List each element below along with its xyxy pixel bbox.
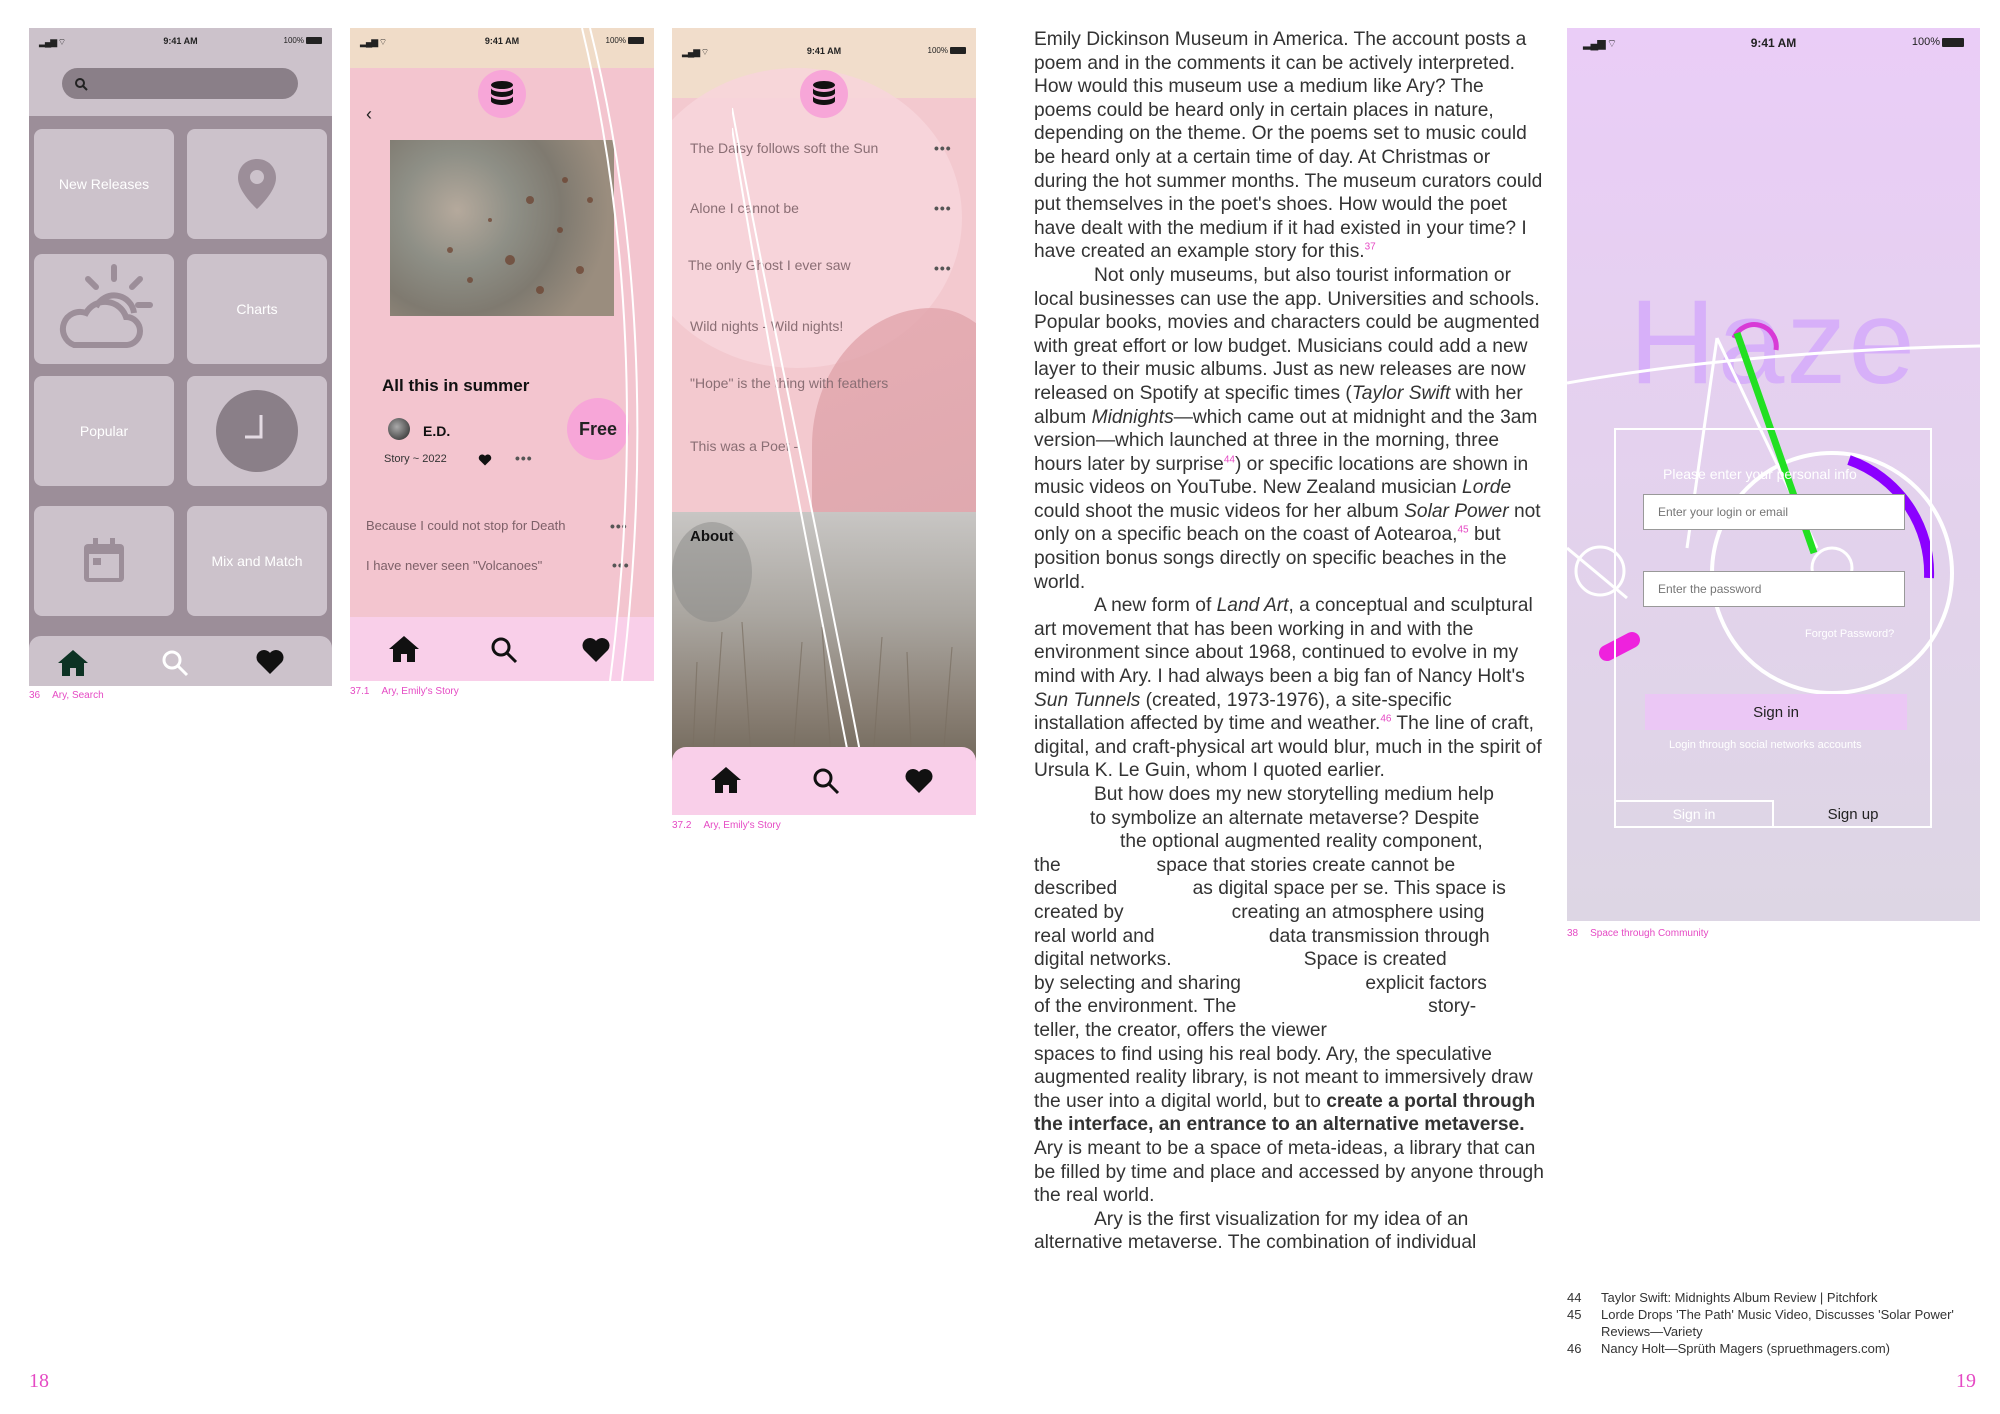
figure-caption: 38 Space through Community — [1567, 928, 1709, 939]
text-line: described as digital space per se. This space is — [1034, 878, 1506, 900]
page-number-right: 19 — [1956, 1370, 1976, 1392]
about-heading: About — [690, 528, 734, 545]
phone-story-screen — [350, 28, 654, 681]
home-icon[interactable] — [388, 634, 420, 664]
weather-icon — [44, 259, 164, 359]
phone-login-screen — [1567, 28, 1980, 921]
forgot-password-link[interactable]: Forgot Password? — [1805, 628, 1895, 640]
more-options-icon[interactable]: ••• — [610, 518, 628, 534]
text-line: the optional augmented reality component, — [1120, 831, 1483, 853]
battery-status: 100% — [1912, 36, 1964, 48]
body-text — [1034, 28, 1544, 1255]
database-logo-icon — [478, 70, 526, 118]
signal-icon: ▂▄▆ ⌔ — [39, 37, 66, 47]
shaped-paragraph — [1034, 783, 1544, 1043]
tile-mix-and-match[interactable] — [187, 506, 327, 616]
login-prompt: Please enter your personal info — [1663, 466, 1857, 482]
list-item[interactable]: I have never seen "Volcanoes" — [366, 558, 543, 573]
search-icon — [74, 77, 88, 91]
tile-weather[interactable] — [34, 254, 174, 364]
search-icon[interactable] — [490, 636, 518, 664]
tile-label: New Releases — [58, 176, 150, 192]
more-options-icon[interactable]: ••• — [934, 140, 952, 156]
poem-item[interactable]: The Daisy follows soft the Sun — [690, 140, 879, 156]
poem-item[interactable]: "Hope" is the thing with feathers — [690, 375, 889, 391]
home-icon[interactable] — [710, 765, 742, 795]
tile-label: Charts — [236, 301, 278, 317]
story-meta: Story ~ 2022 — [384, 453, 447, 465]
battery-icon — [306, 37, 322, 44]
avatar[interactable] — [388, 418, 410, 440]
home-icon[interactable] — [57, 648, 89, 678]
text-line: But how does my new storytelling medium help — [1094, 784, 1494, 805]
heart-icon[interactable] — [478, 454, 492, 466]
tile-charts[interactable] — [187, 254, 327, 364]
paragraph: Not only museums, but also tourist information or local businesses can use the app. Universities and schools. Popular books, movies and characters could be augmented with great effort or low budget. Musicians could add a new layer to their music albums. Just as new releases are now released on Spotify at specific times (Taylor Swift with her album Midnights—which came out at midnight and the 3am version—which launched at three in the morning, three hours later by surprise$^{44}$) or specific locations are shown in music videos on YouTube. New Zealand musician Lorde could shoot the music videos for her album Solar Power not only on a specific beach on the coast of Aotearoa,$^{45}$ but position bonus songs directly on specific beaches in the world. — [1034, 264, 1541, 593]
sign-in-label: Sign in — [1753, 703, 1799, 721]
more-options-icon[interactable]: ••• — [934, 200, 952, 216]
tab-sign-up[interactable] — [1774, 800, 1932, 828]
signal-icon: ▂▄▆ ⌔ — [360, 37, 387, 47]
tile-calendar[interactable] — [34, 506, 174, 616]
poem-item[interactable]: Wild nights - Wild nights! — [690, 318, 844, 334]
social-login-link[interactable]: Login through social networks accounts — [1669, 739, 1862, 751]
footnote-ref[interactable]: 44 — [1223, 454, 1235, 466]
tile-label: Mix and Match — [211, 553, 303, 569]
phone-search-screen — [29, 28, 332, 686]
bottom-nav — [29, 636, 332, 686]
status-bar — [29, 28, 332, 56]
figure-caption: 37.2 Ary, Emily's Story — [672, 820, 781, 831]
list-item[interactable]: Because I could not stop for Death — [366, 518, 566, 533]
footnote-ref[interactable]: 46 — [1380, 713, 1392, 725]
figure-caption: 37.1 Ary, Emily's Story — [350, 686, 459, 697]
calendar-icon — [81, 536, 127, 586]
status-time: 9:41 AM — [806, 46, 842, 56]
decorative-arc-lines — [570, 28, 654, 681]
signal-icon: ▂▄▆ ⌔ — [682, 47, 709, 57]
footnote-ref[interactable]: 45 — [1457, 525, 1469, 537]
battery-status: 100% — [606, 36, 644, 45]
paragraph: spaces to find using his real body. Ary, the speculative augmented reality library, is not meant to immersively draw the user into a digital world, but to create a portal through the interface, an entrance to an alternative metaverse. Ary is meant to be a space of meta-ideas, a library that can be filled by time and place and accessed by anyone through the real world. — [1034, 1043, 1544, 1207]
sign-in-button[interactable] — [1645, 694, 1907, 730]
text-line: to symbolize an alternate metaverse? Despite — [1090, 807, 1480, 829]
more-options-icon[interactable]: ••• — [934, 260, 952, 276]
search-icon[interactable] — [812, 767, 840, 795]
text-line: digital networks. Space is created — [1034, 949, 1447, 971]
signal-icon: ▂▄▆ ⌔ — [1583, 38, 1617, 50]
bottom-nav — [672, 747, 976, 815]
battery-status: 100% — [284, 36, 322, 45]
status-time: 9:41 AM — [484, 36, 520, 46]
footnote: 46 Nancy Holt—Sprüth Magers (spruethmagers.com) — [1567, 1341, 1890, 1356]
search-icon[interactable] — [161, 649, 189, 677]
paragraph: Ary is the first visualization for my idea of an alternative metaverse. The combination of individual — [1034, 1208, 1477, 1254]
author-name[interactable]: E.D. — [423, 423, 451, 439]
tab-label: Sign in — [1672, 806, 1716, 822]
password-input[interactable] — [1643, 571, 1905, 607]
poem-item[interactable]: Alone I cannot be — [690, 200, 799, 216]
tile-location[interactable] — [187, 129, 327, 239]
tile-popular[interactable] — [34, 376, 174, 486]
text-line: by selecting and sharing explicit factors — [1034, 972, 1487, 994]
figure-caption: 36 Ary, Search — [29, 690, 104, 701]
clock-icon — [215, 389, 299, 473]
status-time: 9:41 AM — [1750, 36, 1797, 50]
tile-label: Popular — [79, 423, 129, 439]
phone-poem-list-screen — [672, 28, 976, 815]
story-title: All this in summer — [382, 376, 530, 395]
tile-clock[interactable] — [187, 376, 327, 486]
battery-icon — [950, 47, 966, 54]
text-line: real world and data transmission through — [1034, 925, 1490, 947]
decorative-arc-lines — [732, 28, 882, 815]
text-line: created by creating an atmosphere using — [1034, 901, 1485, 923]
poem-item[interactable]: The only Ghost I ever saw — [688, 257, 851, 273]
heart-icon[interactable] — [904, 768, 934, 794]
text-line: teller, the creator, offers the viewer — [1034, 1019, 1327, 1041]
tab-label: Sign up — [1827, 805, 1879, 823]
paragraph: Emily Dickinson Museum in America. The account posts a poem and in the comments it can be actively interpreted. How would this museum use a medium like Ary? The poems could be heard only in certain places in nature, depending on the theme. Or the poems set to music could be heard only at a certain time of day. At Christmas or during the hot summer months. The museum curators could put themselves in the poet's shoes. How would the poet have dealt with the medium if it had existed in your time? I have created an example story for this.$^{37}$ — [1034, 29, 1543, 263]
paragraph: A new form of Land Art, a conceptual and sculptural art movement that has been working in and with the environment since about 1968, continued to evolve in my mind with Ary. I had always been a big fan of Nancy Holt's Sun Tunnels (created, 1973-1976), a site-specific installation affected by time and weather.$^{46}$ The line of craft, digital, and craft-physical art would blur, much in the spirit of Ursula K. Le Guin, whom I quoted earlier. — [1034, 595, 1542, 782]
footnote-ref[interactable]: 37 — [1364, 241, 1376, 253]
location-pin-icon — [235, 157, 279, 211]
search-input[interactable] — [62, 68, 298, 99]
app-logo: Haze — [1629, 275, 1918, 409]
more-options-icon[interactable]: ••• — [515, 450, 533, 466]
free-label: Free — [578, 418, 618, 439]
footnote: 45 Lorde Drops 'The Path' Music Video, Discusses 'Solar Power' Reviews—Variety — [1567, 1307, 1954, 1339]
poem-item[interactable]: This was a Poet - — [690, 438, 799, 454]
text-line: of the environment. The story- — [1034, 996, 1477, 1018]
back-button[interactable]: ‹ — [366, 104, 372, 124]
page-number-left: 18 — [29, 1370, 49, 1392]
battery-status: 100% — [928, 46, 966, 55]
text-line: the space that stories create cannot be — [1034, 854, 1456, 876]
tile-new-releases[interactable] — [34, 129, 174, 239]
status-time: 9:41 AM — [163, 36, 198, 46]
more-options-icon[interactable]: ••• — [612, 557, 630, 573]
tab-sign-in[interactable] — [1614, 800, 1774, 828]
login-input[interactable] — [1643, 494, 1905, 530]
footnote: 44 Taylor Swift: Midnights Album Review | Pitchfork — [1567, 1290, 1878, 1305]
heart-icon[interactable] — [255, 649, 285, 675]
